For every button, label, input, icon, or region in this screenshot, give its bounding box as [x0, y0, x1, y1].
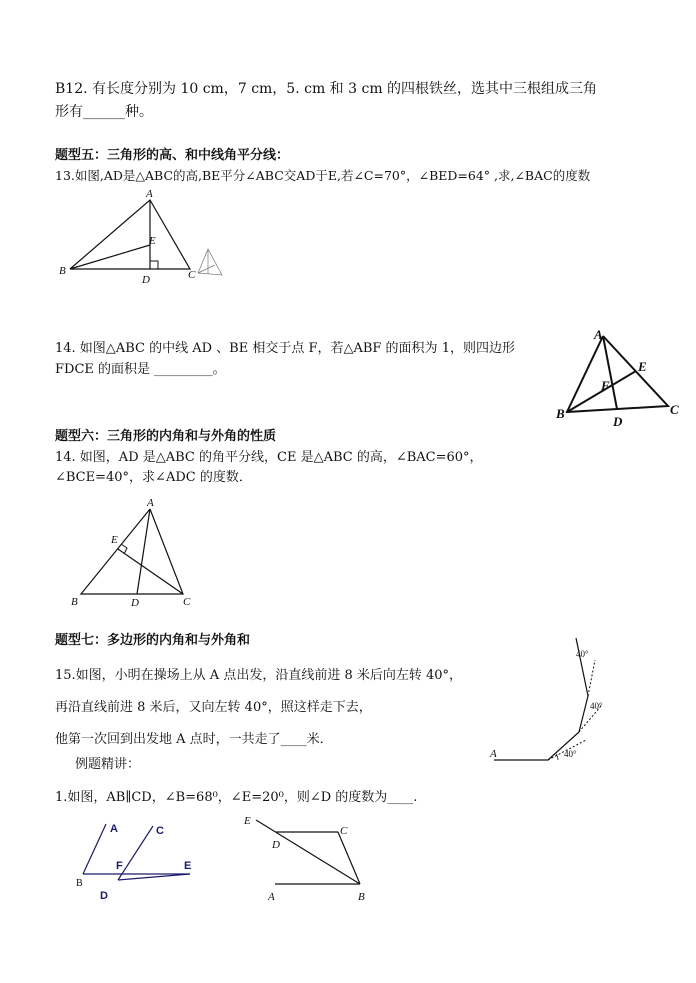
section5-title: 题型五：三角形的高、和中线角平分线： [55, 148, 290, 163]
q14a-label-b: B [556, 406, 565, 421]
ex1-f2-label-a: A [268, 891, 275, 903]
q14a-median-ad [603, 336, 617, 409]
ex1-f2-label-c: C [340, 825, 348, 837]
q13-label-a: A [146, 188, 153, 200]
q14b-label-b: B [71, 596, 78, 608]
q14a-line1: 14. 如图△ABC 的中线 AD 、BE 相交于点 F，若△ABF 的面积为 1，则四边形 [55, 341, 515, 356]
q13-label-e: E [149, 235, 156, 247]
q14b-triangle [81, 509, 183, 594]
ex1-f2-label-e: E [244, 815, 251, 827]
q14b-label-d: D [131, 597, 139, 609]
q14a-label-c: C [670, 402, 679, 417]
q15-extension-3 [588, 660, 595, 696]
ex1-f1-label-a: A [110, 823, 118, 835]
q15-angle-label-3: 40° [576, 649, 589, 659]
ex1-figure-right [240, 812, 380, 907]
q13-small-artifact-figure [198, 249, 222, 275]
q15-line1: 15.如图，小明在操场上从 A 点出发，沿直线前进 8 米后向左转 40°， [55, 668, 463, 683]
ex1-line-cb [338, 832, 360, 884]
q13-label-c: C [188, 269, 196, 281]
ex1-text: 1.如图，AB∥CD，∠B=68⁰，∠E=20⁰，则∠D 的度数为____. [55, 790, 418, 805]
ex1-f2-label-d: D [272, 839, 280, 851]
q13-triangle [70, 200, 190, 269]
ex1-f1-label-b: B [76, 878, 83, 889]
q13-label-b: B [59, 265, 66, 277]
ex1-f1-label-d: D [100, 890, 108, 902]
q14b-line2: ∠BCE=40°，求∠ADC 的度数． [55, 470, 252, 485]
q14a-triangle [567, 336, 668, 412]
q13-text: 13.如图,AD是△ABC的高,BE平分∠ABC交AD于E,若∠C=70°，∠BED=64° ,求,∠BAC的度数 [55, 168, 591, 183]
q15-line2: 再沿直线前进 8 米后，又向左转 40°，照这样走下去， [55, 700, 372, 715]
q12-line1: B12. 有长度分别为 10 cm，7 cm，5. cm 和 3 cm 的四根铁丝，选其中三根组成三角 [55, 81, 598, 97]
q14a-figure [553, 328, 683, 428]
q13-right-angle-mark [150, 261, 158, 269]
q14a-label-f: F [601, 378, 610, 393]
ex1-line-de [118, 874, 190, 880]
q13-bisector-be [70, 245, 150, 269]
q15-angle-label-2: 40° [590, 701, 603, 711]
q15-line3: 他第一次回到出发地 A 点时，一共走了____米． [55, 732, 333, 747]
ex1-figure-left [70, 818, 210, 908]
q14b-label-a: A [147, 497, 154, 509]
ex1-f1-label-f: F [116, 860, 123, 872]
q15-angle-label-1: 40° [564, 749, 577, 759]
section6-title: 题型六：三角形的内角和与外角的性质 [55, 429, 277, 444]
q13-label-d: D [142, 274, 150, 286]
ex1-f1-label-e: E [184, 860, 192, 872]
q13-figure [55, 185, 235, 285]
q14a-line2: FDCE 的面积是 _________。 [55, 362, 226, 377]
ex1-line-ab [83, 824, 106, 874]
ex1-f2-label-b: B [358, 891, 365, 903]
section7-title: 题型七：多边形的内角和与外角和 [55, 633, 251, 648]
ex1-f1-label-c: C [156, 825, 164, 837]
q14b-label-c: C [183, 596, 191, 608]
q14a-label-a: A [594, 327, 603, 342]
q15-label-a: A [490, 748, 497, 760]
examples-title: 例题精讲： [75, 757, 141, 772]
q12-line2: 形有______种。 [55, 104, 153, 120]
q14b-line1: 14. 如图，AD 是△ABC 的角平分线，CE 是△ABC 的高，∠BAC=60°， [55, 450, 483, 465]
q15-walking-path [494, 638, 588, 760]
ex1-line-cd [118, 826, 153, 880]
q15-figure [488, 630, 618, 765]
q14a-label-e: E [638, 359, 647, 374]
q14b-altitude-ce [118, 549, 183, 594]
q14b-label-e: E [111, 534, 118, 546]
q14b-figure [65, 495, 205, 610]
q14a-label-d: D [613, 414, 623, 429]
